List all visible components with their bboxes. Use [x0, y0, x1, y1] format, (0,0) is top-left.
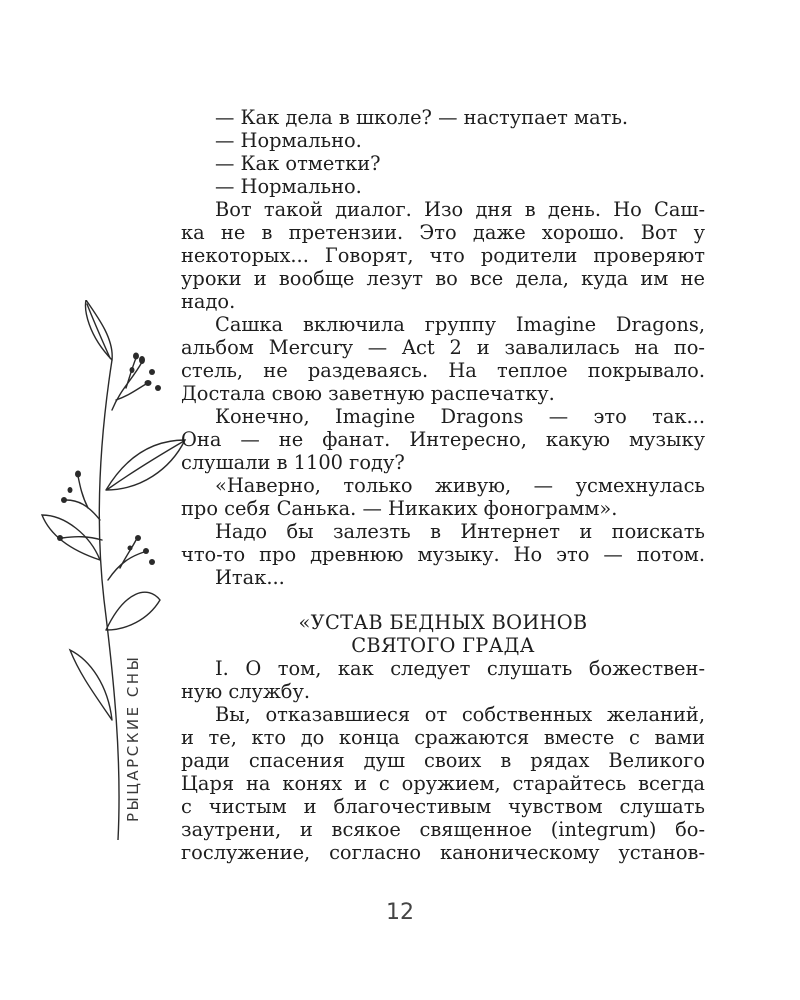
text-line: Вот такой диалог. Изо дня в день. Но Саш-	[215, 198, 705, 221]
text-line: Сашка включила группу Imagine Dragons,	[215, 313, 705, 336]
main-text	[181, 106, 705, 864]
page-number: 12	[386, 900, 414, 925]
text-line: альбом Mercury — Act 2 и завалилась на по-	[181, 336, 705, 359]
text-section-2	[181, 657, 705, 864]
text-line: уроки и вообще лезут во все дела, куда им не	[181, 267, 705, 290]
text-line: — Нормально.	[215, 129, 362, 152]
text-line: ную службу.	[181, 680, 311, 703]
text-line: I. О том, как следует слушать божествен-	[215, 657, 705, 680]
heading-line-2: СВЯТОГО ГРАДА	[351, 634, 535, 657]
text-line: про себя Санька. — Никаких фонограмм».	[181, 497, 618, 520]
text-line: надо.	[181, 290, 236, 313]
text-line: «Наверно, только живую, — усмехнулась	[215, 474, 705, 497]
text-line: ради спасения душ своих в рядах Великого	[181, 749, 705, 772]
text-line: Конечно, Imagine Dragons — это так...	[215, 405, 705, 428]
text-line: что-то про древнюю музыку. Но это — потом.	[181, 543, 705, 566]
text-line: Надо бы залезть в Интернет и поискать	[215, 520, 705, 543]
section-gap	[181, 589, 705, 611]
text-line: с чистым и благочестивым чувством слушать	[181, 795, 705, 818]
text-line: стель, не раздеваясь. На теплое покрывало.	[181, 359, 705, 382]
book-title-vertical: РЫЦАРСКИЕ СНЫ	[124, 654, 142, 822]
text-line: гослужение, согласно каноническому установ-	[181, 841, 705, 864]
text-line: заутрени, и всякое священное (integrum) бо-	[181, 818, 705, 841]
text-line: Царя на конях и с оружием, старайтесь всегда	[181, 772, 705, 795]
text-line: слушали в 1100 году?	[181, 451, 405, 474]
text-section-1	[181, 106, 705, 589]
text-line: Вы, отказавшиеся от собственных желаний,	[215, 703, 705, 726]
text-line: Она — не фанат. Интересно, какую музыку	[181, 428, 705, 451]
text-line: и те, кто до конца сражаются вместе с вами	[181, 726, 705, 749]
text-line: — Нормально.	[215, 175, 362, 198]
text-line: ка не в претензии. Это даже хорошо. Вот у	[181, 221, 705, 244]
text-line: Итак...	[215, 566, 285, 589]
text-line: — Как дела в школе? — наступает мать.	[215, 106, 629, 129]
text-line: некоторых... Говорят, что родители проверяют	[181, 244, 705, 267]
text-line: Достала свою заветную распечатку.	[181, 382, 555, 405]
text-line: — Как отметки?	[215, 152, 381, 175]
heading-line-1: «УСТАВ БЕДНЫХ ВОИНОВ	[298, 611, 588, 634]
